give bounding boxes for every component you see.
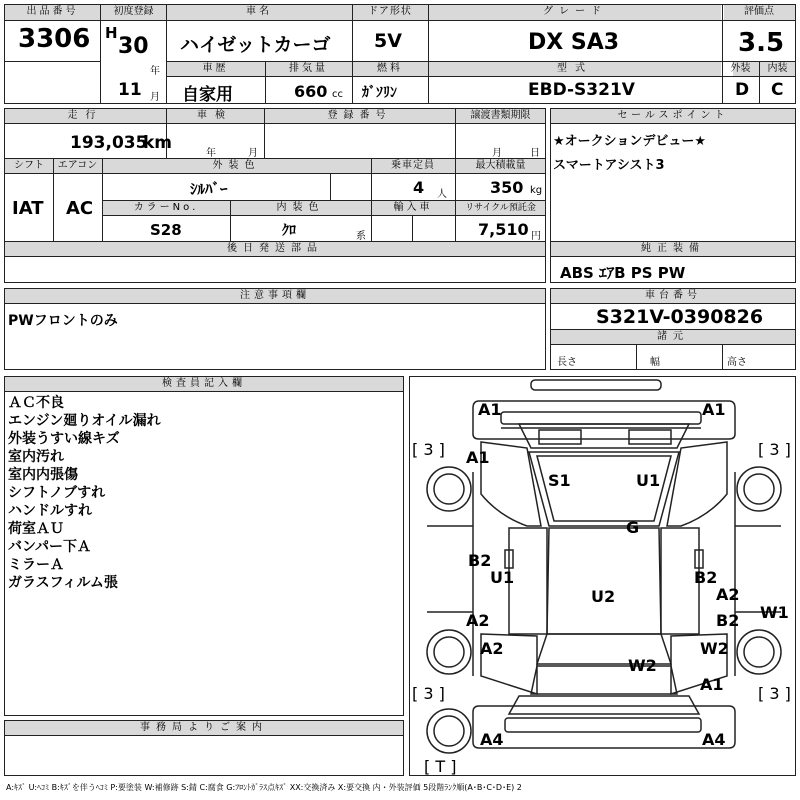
inspector-note: エンジン廻りオイル漏れ	[8, 413, 161, 429]
sales-point-line-1: ★オークションデビュー★	[553, 134, 707, 149]
inspector-label: 検査員記入欄	[162, 378, 246, 389]
transfer-label: 譲渡書類期限	[470, 110, 531, 121]
dmg-b2-right-door: B2	[694, 568, 718, 587]
left-door-shape	[509, 528, 547, 634]
aircon-label: エアコン	[57, 160, 98, 171]
ext-color-label: 外装色	[212, 160, 261, 171]
tire-label-rear-right: [ 3 ]	[758, 684, 791, 703]
first-reg-month-unit: 月	[150, 92, 160, 103]
dmg-b2-left-door: B2	[468, 551, 492, 570]
dmg-u1-hood: U1	[636, 471, 661, 490]
inspector-note: ガラスフィルム張	[8, 575, 118, 591]
capacity-value: 4	[413, 178, 425, 197]
fuel-label: 燃料	[377, 63, 403, 74]
inspection-month-unit: 月	[248, 148, 258, 159]
caution-label: 注意事項欄	[240, 290, 310, 301]
dmg-a4-rear-left: A4	[480, 730, 504, 749]
dmg-u2-roof: U2	[591, 587, 616, 606]
door-label: ドア形状	[368, 6, 412, 17]
dmg-w1-right: W1	[760, 603, 789, 622]
mileage-label: 走行	[67, 110, 104, 121]
recycle-unit: 円	[531, 231, 541, 242]
right-front-fender-shape	[667, 442, 727, 526]
transfer-month-unit: 月	[492, 148, 502, 159]
recycle-label: リサイクル預託金	[465, 203, 536, 213]
score-label: 評価点	[744, 6, 774, 17]
dmg-a1-right-rear: A1	[700, 675, 724, 694]
spec-length-label: 長さ	[557, 357, 577, 368]
office-label: 事務局よりご案内	[140, 722, 268, 733]
grade-label: グレード	[543, 6, 607, 17]
inspector-note: ＡＣ不良	[8, 395, 64, 411]
aircon-value: AC	[66, 198, 94, 219]
dmg-a1-front-right: A1	[702, 400, 726, 419]
displacement-label: 排気量	[289, 63, 328, 74]
int-color-label: 内装色	[276, 202, 325, 213]
model-type-label: 型式	[557, 63, 593, 74]
import-label: 輸入車	[393, 202, 433, 213]
dmg-g-windshield: G	[626, 518, 640, 537]
grade-value: DX SA3	[528, 30, 620, 55]
lot-label: 出品番号	[26, 6, 79, 17]
max-load-unit: kg	[530, 185, 543, 196]
displacement-unit: cc	[332, 89, 343, 100]
car-name: ハイゼットカーゴ	[180, 34, 331, 56]
equipment-value: ABS ｴｱB PS PW	[560, 264, 686, 282]
color-no-value: S28	[150, 221, 182, 239]
dmg-b2-right-rear: B2	[716, 611, 740, 630]
inspector-notes	[8, 394, 161, 592]
left-front-fender-shape	[481, 442, 541, 526]
capacity-unit: 人	[437, 189, 447, 200]
shift-value: IAT	[12, 198, 44, 219]
inspector-note: ミラーＡ	[8, 557, 64, 573]
dmg-a2-left-quarter: A2	[480, 639, 504, 658]
max-load-label: 最大積載量	[475, 160, 526, 171]
ext-score-label: 外装	[730, 63, 751, 74]
inspector-note: シフトノブすれ	[8, 485, 106, 501]
lot-number: 3306	[18, 24, 91, 54]
chassis-value: S321V-0390826	[596, 306, 764, 328]
int-color-unit: 系	[356, 231, 366, 242]
max-load-value: 350	[490, 178, 524, 197]
spare-tire-label: [ T ]	[424, 757, 457, 776]
car-diagram	[409, 376, 796, 776]
history-label: 車歴	[202, 63, 229, 74]
inspector-note: ハンドルすれ	[8, 503, 92, 519]
dmg-u1-left-door: U1	[490, 568, 515, 587]
rear-bumper-shape	[473, 706, 735, 748]
spec-width-label: 幅	[650, 357, 660, 368]
inspector-note: 室内汚れ	[8, 449, 64, 465]
mileage-unit: km	[143, 133, 173, 153]
sales-points-label: セールスポイント	[617, 110, 729, 121]
mileage-value: 193,035	[70, 133, 148, 153]
inspection-year-unit: 年	[206, 148, 216, 159]
history-value: 自家用	[182, 85, 233, 105]
dmg-a2-left-rear: A2	[466, 611, 490, 630]
inspection-label: 車検	[197, 110, 233, 121]
tire-label-front-right: [ 3 ]	[758, 440, 791, 459]
front-bumper-top-shape	[531, 380, 661, 390]
legend: A:ｷｽﾞ U:ﾍｺﾐ B:ｷｽﾞを伴うﾍｺﾐ P:要塗装 W:補修跡 S:錆 C:腐食 G:ﾌﾛﾝﾄｶﾞﾗｽ点ｷｽﾞ XX:交換済み X:要交換 内・外装評価 5段階ﾗﾝｸ順(A･B･C･D･E) 2	[6, 783, 522, 792]
dmg-s1-hood: S1	[548, 471, 571, 490]
recycle-value: 7,510	[478, 220, 529, 239]
dmg-a1-front-left: A1	[478, 400, 502, 419]
displacement-value: 660	[294, 82, 328, 101]
first-reg-label: 初度登録	[113, 6, 154, 17]
specs-label: 諸元	[657, 331, 689, 342]
int-score-value: C	[771, 80, 784, 100]
ext-score-value: D	[735, 80, 750, 100]
inspector-note: バンパー下Ａ	[8, 539, 92, 555]
caution-value: PWフロントのみ	[8, 313, 118, 329]
ext-color-value: ｼﾙﾊﾞｰ	[190, 180, 228, 198]
score-value: 3.5	[738, 28, 785, 58]
spec-height-label: 高さ	[727, 357, 747, 368]
inspector-note: 外装うすい線キズ	[8, 431, 120, 447]
tire-label-rear-left: [ 3 ]	[412, 684, 445, 703]
first-reg-year-unit: 年	[150, 66, 160, 77]
capacity-label: 乗車定員	[391, 160, 435, 171]
shift-label: シフト	[14, 160, 44, 171]
transfer-day-unit: 日	[530, 148, 540, 159]
fuel-value: ｶﾞｿﾘﾝ	[362, 85, 397, 101]
int-color-value: ｸﾛ	[282, 223, 296, 239]
front-bumper-shape	[473, 401, 735, 439]
tire-label-front-left: [ 3 ]	[412, 440, 445, 459]
dmg-a4-rear-right: A4	[702, 730, 726, 749]
int-score-label: 内装	[767, 63, 788, 74]
first-reg-month: 11	[118, 80, 142, 100]
first-reg-year: 30	[118, 34, 149, 59]
dmg-w2-rear: W2	[628, 656, 657, 675]
door-value: 5V	[374, 30, 402, 52]
dmg-a2-right-door: A2	[716, 585, 740, 604]
roof-shape	[547, 528, 661, 634]
dmg-w2-right-quarter: W2	[700, 639, 729, 658]
chassis-label: 車台番号	[645, 290, 701, 301]
model-type-value: EBD-S321V	[528, 80, 635, 100]
dmg-a1-left-fender: A1	[466, 448, 490, 467]
color-no-label: カラーNo.	[133, 202, 199, 213]
first-reg-era: H	[105, 24, 118, 42]
sales-point-line-2: スマートアシスト3	[553, 158, 665, 173]
registration-label: 登録番号	[327, 110, 392, 121]
inspector-note: 室内内張傷	[8, 467, 78, 483]
equipment-label: 純正装備	[641, 243, 705, 254]
inspector-note: 荷室ＡＵ	[8, 521, 64, 537]
later-parts-label: 後日発送部品	[227, 243, 323, 254]
car-name-label: 車名	[246, 6, 272, 17]
